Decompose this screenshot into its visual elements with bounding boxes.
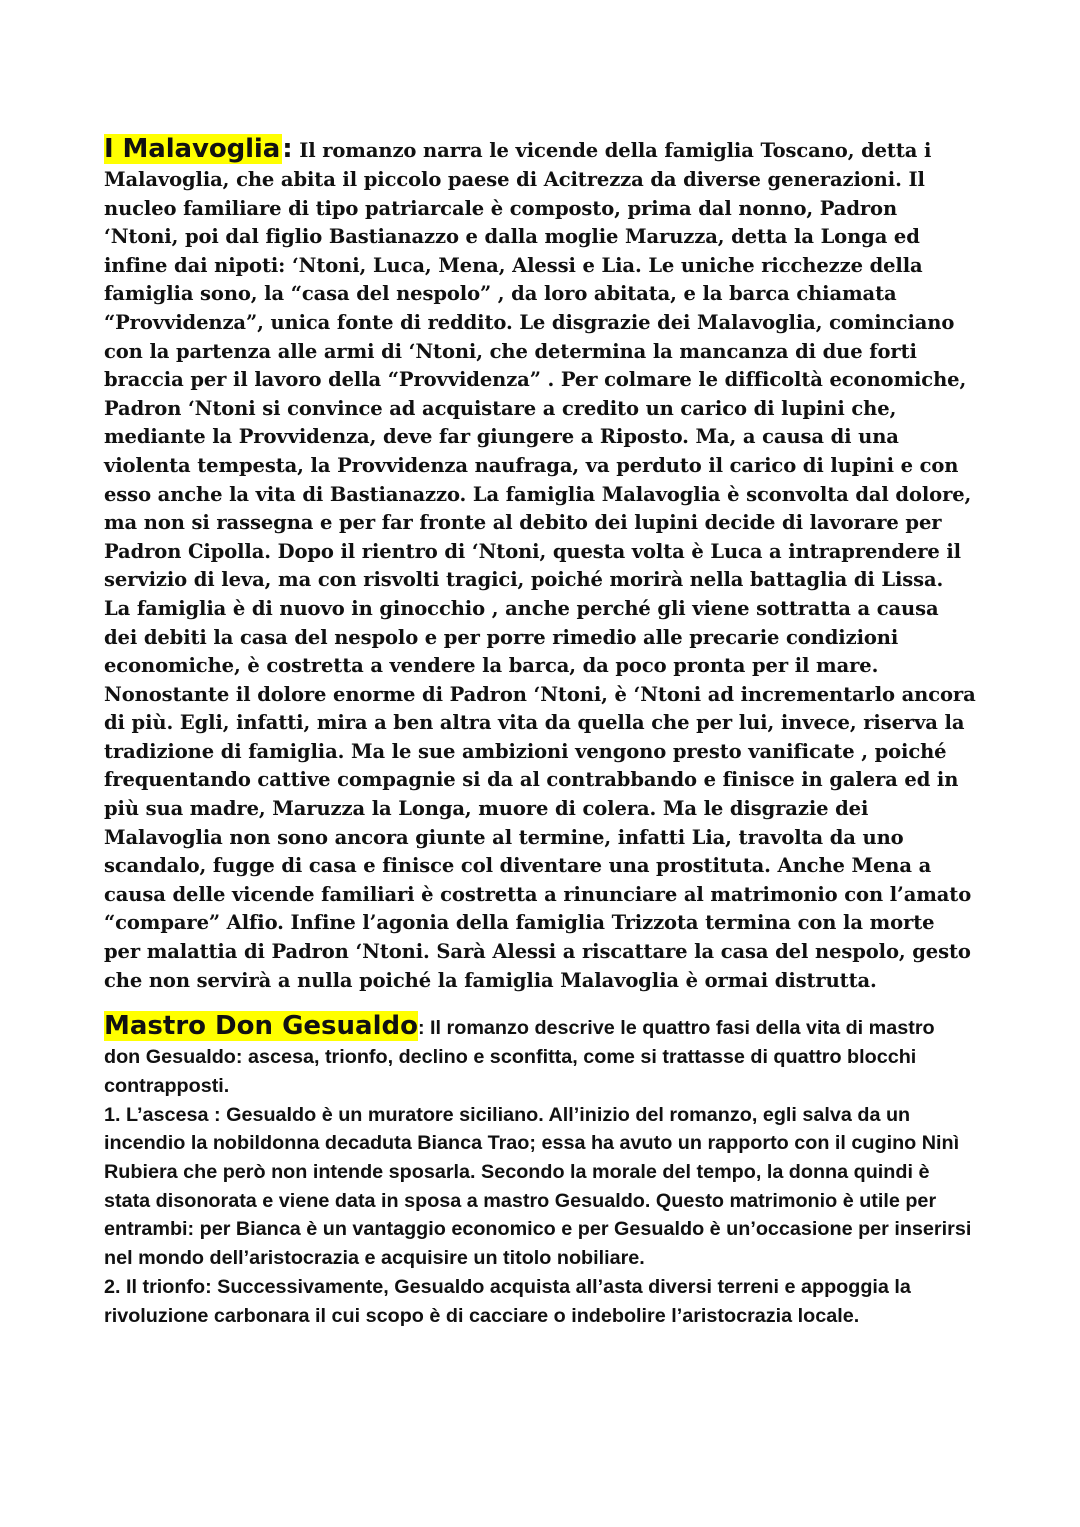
gesualdo-intro-paragraph (104, 1009, 976, 1100)
malavoglia-summary: Il romanzo narra le vicende della famiglia Toscano, detta i Malavoglia, che abita il piccolo paese di Acitrezza da diverse generazioni. Il nucleo familiare di tipo patriarcale è composto, prima dal nonno, Padron ‘Ntoni, poi dal figlio Bastianazzo e dalla moglie Maruzza, detta la Longa ed infine dai nipoti: ‘Ntoni, Luca, Mena, Alessi e Lia. Le uniche ricchezze della famiglia sono, la “casa del nespolo” , da loro abitata, e la barca chiamata “Provvidenza”, unica fonte di reddito. Le disgrazie dei Malavoglia, cominciano con la partenza alle armi di ‘Ntoni, che determina la mancanza di due forti braccia per il lavoro della “Provvidenza” . Per colmare le difficoltà economiche, Padron ‘Ntoni si convince ad acquistare a credito un carico di lupini che, mediante la Provvidenza, deve far giungere a Riposto. Ma, a causa di una violenta tempesta, la Provvidenza naufraga, va perduto il carico di lupini e con esso anche la vita di Bastianazzo. La famiglia Malavoglia è sconvolta dal dolore, ma non si rassegna e per far fronte al debito dei lupini decide di lavorare per Padron Cipolla. Dopo il rientro di ‘Ntoni, questa volta è Luca a intraprendere il servizio di leva, ma con risvolti tragici, poiché morirà nella battaglia di Lissa. La famiglia è di nuovo in ginocchio , anche perché gli viene sottratta a causa dei debiti la casa del nespolo e per porre rimedio alle precarie condizioni economiche, è costretta a vendere la barca, da poco pronta per il mare. Nonostante il dolore enorme di Padron ‘Ntoni, è ‘Ntoni ad incrementarlo ancora di più. Egli, infatti, mira a ben altra vita da quella che per lui, invece, riserva la tradizione di famiglia. Ma le sue ambizioni vengono presto vanificate , poiché frequentando cattive compagnie si da al contrabbando e finisce in galera ed in più sua madre, Maruzza la Longa, muore di colera. Ma le disgrazie dei Malavoglia non sono ancora giunte al termine, infatti Lia, travolta da uno scandalo, fugge di casa e finisce col diventare una prostituta. Anche Mena a causa delle vicende familiari è costretta a rinunciare al matrimonio con l’amato “compare” Alfio. Infine l’agonia della famiglia Trizzota termina con la morte per malattia di Padron ‘Ntoni. Sarà Alessi a riscattare la casa del nespolo, gesto che non servirà a nulla poiché la famiglia Malavoglia è ormai distrutta. (104, 139, 976, 992)
document-page (104, 132, 976, 1330)
gesualdo-point-trionfo: 2. Il trionfo: Successivamente, Gesualdo acquista all’asta diversi terreni e appoggia la rivoluzione carbonara il cui scopo è di cacciare o indebolire l’aristocrazia locale. (104, 1275, 911, 1327)
malavoglia-section (104, 132, 976, 995)
gesualdo-heading: Mastro Don Gesualdo (104, 1011, 418, 1042)
malavoglia-heading-colon: : (282, 134, 293, 164)
gesualdo-section (104, 1009, 976, 1330)
malavoglia-heading: I Malavoglia (104, 134, 281, 164)
gesualdo-point-ascesa: 1. L’ascesa : Gesualdo è un muratore siciliano. All’inizio del romanzo, egli salva da un incendio la nobildonna decaduta Bianca Trao; essa ha avuto un rapporto con il cugino Ninì Rubiera che però non intende sposarla. Secondo la morale del tempo, la donna quindi è stata disonorata e viene data in sposa a mastro Gesualdo. Questo matrimonio è utile per entrambi: per Bianca è un vantaggio economico e per Gesualdo è un’occasione per inserirsi nel mondo dell’aristocrazia e acquisire un titolo nobiliare. (104, 1103, 972, 1270)
gesualdo-intro: : Il romanzo descrive le quattro fasi della vita di mastro don Gesualdo: ascesa, trionfo, declino e sconfitta, come si trattasse di quattro blocchi contrapposti. (104, 1017, 935, 1097)
